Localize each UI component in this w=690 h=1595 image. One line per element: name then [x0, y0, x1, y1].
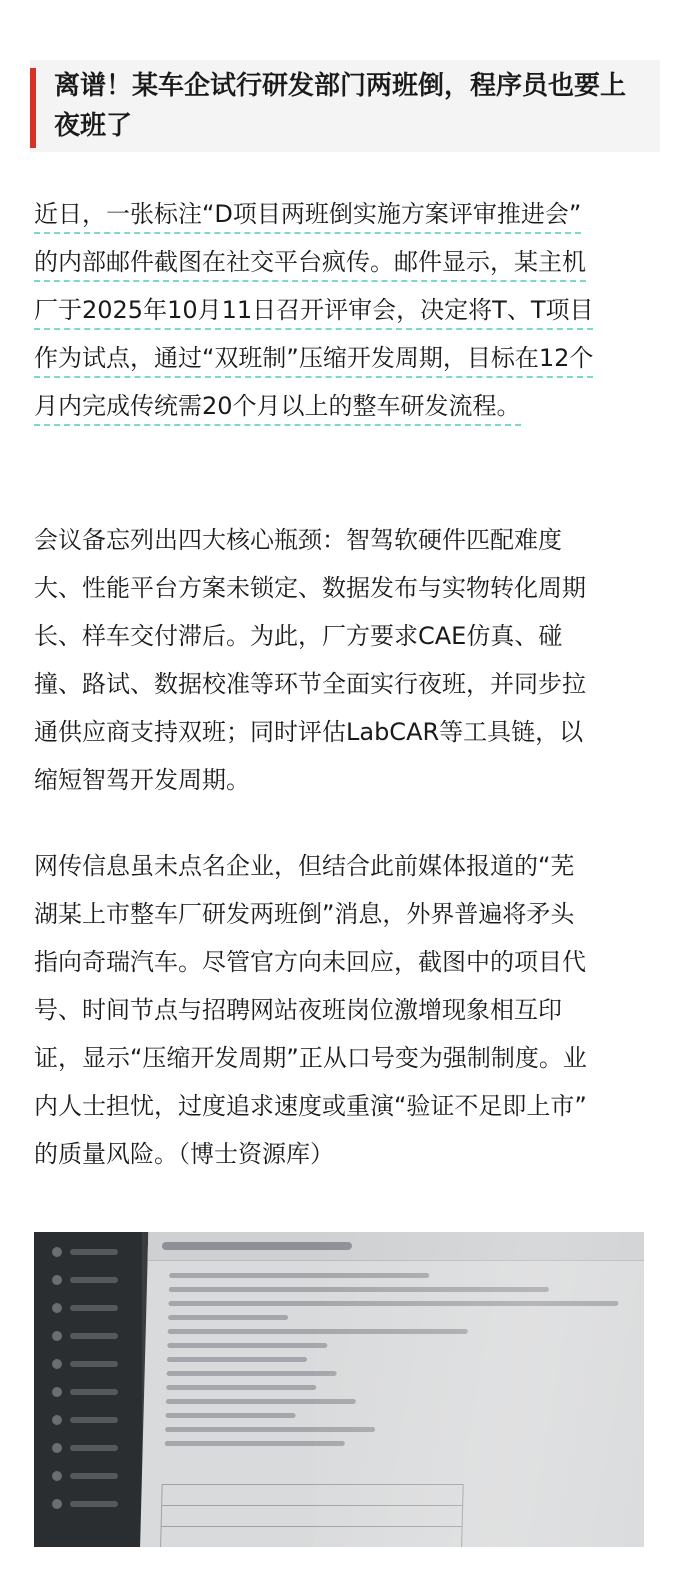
paragraph-line: 长、样车交付滞后。为此，厂方要求CAE仿真、碰 [34, 622, 563, 650]
title-accent-bar [30, 68, 36, 148]
paragraph-line: 月内完成传统需20个月以上的整车研发流程。 [34, 382, 658, 430]
paragraph-line: 近日，一张标注“D项目两班倒实施方案评审推进会” [34, 190, 658, 238]
paragraph-2 [34, 516, 658, 804]
paragraph-line: 撞、路试、数据校准等环节全面实行夜班，并同步拉 [34, 670, 586, 698]
paragraph-line: 的质量风险。（博士资源库） [34, 1140, 334, 1168]
paragraph-line: 证，显示“压缩开发周期”正从口号变为强制制度。业 [34, 1044, 587, 1072]
paragraph-line: 指向奇瑞汽车。尽管官方向未回应，截图中的项目代 [34, 948, 586, 976]
paragraph-line: 厂于2025年10月11日召开评审会，决定将T、T项目 [34, 286, 658, 334]
paragraph-line: 网传信息虽未点名企业，但结合此前媒体报道的“芜 [34, 852, 575, 880]
paragraph-1 [34, 190, 658, 430]
paragraph-line: 湖某上市整车厂研发两班倒”消息，外界普遍将矛头 [34, 900, 575, 928]
article-title: 离谱！某车企试行研发部门两班倒，程序员也要上夜班了 [54, 71, 627, 141]
article-title-block [30, 60, 660, 152]
paragraph-line: 内人士担忧，过度追求速度或重演“验证不足即上市” [34, 1092, 587, 1120]
paragraph-line: 大、性能平台方案未锁定、数据发布与实物转化周期 [34, 574, 586, 602]
paragraph-line: 作为试点，通过“双班制”压缩开发周期，目标在12个 [34, 334, 658, 382]
email-screenshot-photo [34, 1232, 644, 1547]
photo-sidebar [34, 1232, 142, 1547]
paragraph-line: 通供应商支持双班；同时评估LabCAR等工具链，以 [34, 718, 584, 746]
paragraph-line: 号、时间节点与招聘网站夜班岗位激增现象相互印 [34, 996, 562, 1024]
paragraph-line: 会议备忘列出四大核心瓶颈：智驾软硬件匹配难度 [34, 526, 562, 554]
paragraph-line: 缩短智驾开发周期。 [34, 766, 250, 794]
paragraph-line: 的内部邮件截图在社交平台疯传。邮件显示，某主机 [34, 238, 658, 286]
paragraph-3 [34, 842, 658, 1178]
